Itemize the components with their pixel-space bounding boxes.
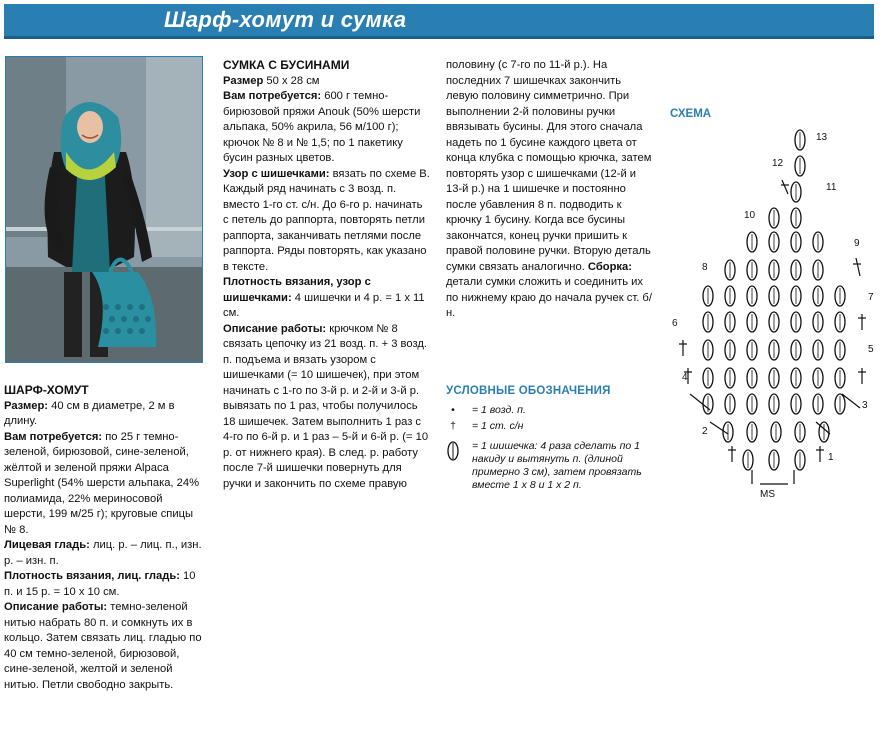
row-number: 1 <box>828 452 834 463</box>
bag-materials: Вам потребуется: 600 г темно-бирюзовой пряжи Anouk (50% шерсти альпака, 50% акрила, 56 м/100 г); крючок № 8 и № 1,5; по 1 пакетику бусин разных цветов. <box>223 90 421 164</box>
model-photo <box>5 56 203 363</box>
row-number: 10 <box>744 210 756 221</box>
bobble-stitch-icon <box>446 440 460 462</box>
double-crochet-icon: † <box>450 420 456 432</box>
row-number: 11 <box>826 182 837 193</box>
legend-dc: † = 1 ст. с/н <box>446 420 460 433</box>
bag-section <box>223 58 431 492</box>
scarf-size: Размер: 40 см в диаметре, 2 м в длину. <box>4 399 175 427</box>
schema-title: СХЕМА <box>670 108 712 120</box>
bag-size: Размер 50 х 28 см <box>223 74 320 87</box>
scarf-instructions: Описание работы: темно-зеленой нитью набрать 80 п. и сомкнуть их в кольцо. Затем связать лиц. гладью по 40 см темно-зеленой, бирюзовой, сине-зеленой, желтой и зеленой нитью. Петли свободно закрыть. <box>4 601 202 691</box>
model-photo-illustration <box>6 57 202 362</box>
chain-stitch-icon: • <box>451 404 455 416</box>
crochet-chart <box>670 122 875 502</box>
row-number: 4 <box>682 372 688 383</box>
page-title: Шарф-хомут и сумка <box>164 7 407 32</box>
row-number: 6 <box>672 318 678 329</box>
legend-title: УСЛОВНЫЕ ОБОЗНАЧЕНИЯ <box>446 385 611 397</box>
scarf-materials: Вам потребуется: по 25 г темно-зеленой, бирюзовой, сине-зеленой, жёлтой и зеленой пряжи Alpaca Superlight (54% шерсти альпака, 24% полиамида, 22% мериносовой шерсти, 199 м/25 г); круговые спицы № 8. <box>4 430 200 536</box>
bag-pattern: Узор с шишечками: вязать по схеме В. Каждый ряд начинать с 3 возд. п. вместо 1-го ст. с/н. До 6-го р. начинать с петель до раппорта, повторять петли раппорта, заканчивать петлями после раппорта. Ряды повторять, как указано в тексте. <box>223 167 430 273</box>
row-number: 8 <box>702 262 708 273</box>
bag-instructions: Описание работы: крючком № 8 связать цепочку из 21 возд. п. + 3 возд. п. подъема и вязать узором с шишечками (= 10 шишечек), при этом начинать с 1-го по 3-й р. и 2-й и 3-й р. вывязать по 1 раз, чтобы получилось 18 шишечек. Затем выполнить 1 раз с 4-го по 6-й р. и 1 раз – 5-й и 6-й р. (= 10 р. от нижнего края). В след. р. работу после 7-й шишечки повернуть для ручки и закончить по схеме правую <box>223 322 429 490</box>
row-number: 9 <box>854 238 860 249</box>
row-number: 2 <box>702 426 708 437</box>
scarf-section <box>4 383 204 693</box>
row-number: 12 <box>772 158 784 169</box>
bag-heading: СУМКА С БУСИНАМИ <box>223 58 350 72</box>
legend-chain: • = 1 возд. п. <box>446 404 460 417</box>
row-number: 7 <box>868 292 874 303</box>
scarf-stockinette: Лицевая гладь: лиц. р. – лиц. п., изн. р. – изн. п. <box>4 539 202 567</box>
scarf-heading: ШАРФ-ХОМУТ <box>4 383 89 397</box>
title-banner <box>4 4 874 39</box>
row-number: 3 <box>862 400 868 411</box>
ms-label: MS <box>760 489 775 500</box>
bag-gauge: Плотность вязания, узор с шишечками: 4 шишечки и 4 р. = 1 х 11 см. <box>223 276 425 319</box>
scarf-gauge: Плотность вязания, лиц. гладь: 10 п. и 15 р. = 10 х 10 см. <box>4 570 196 598</box>
row-number: 5 <box>868 344 874 355</box>
bag-section-continued: половину (с 7-го по 11-й р.). На последних 7 шишечках закончить левую половину симметрично. При выполнении 2-й половины ручки ввязывать бусины. Для этого сначала надеть по 1 бусине каждого цвета от конца клубка с помощью крючка, затем повторять узор с шишечками (12-й и 13-й р.) на 1 шишечке и постоянно после убавления 8 п. подводить к крючку 1 бусину. Когда все бусины закончатся, конец ручки пришить к правой половине ручки. Вторую деталь сумки связать аналогично. Сборка: детали сумки сложить и соединить их по нижнему краю до начала ручек ст. б/н. <box>446 59 652 319</box>
row-number: 13 <box>816 132 828 143</box>
legend-bobble: = 1 шишечка: 4 раза сделать по 1 накиду и вытянуть п. (длиной примерно 3 см), затем провязать вместе 1 х 8 и 1 х 2 п. <box>446 440 460 466</box>
bobble-stitches <box>703 130 845 470</box>
